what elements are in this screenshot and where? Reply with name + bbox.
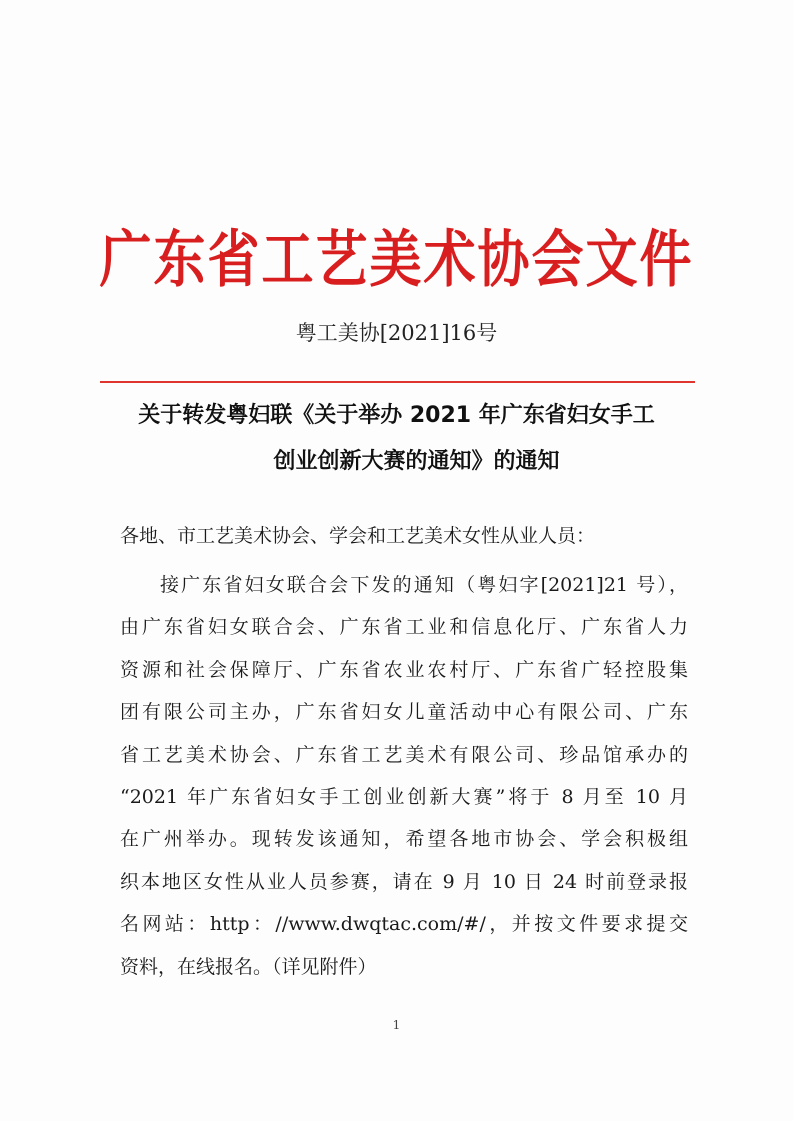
body-line: 在广州举办。现转发该通知，希望各地市协会、学会积极组 <box>120 828 688 851</box>
document-number: 粤工美协[2021]16号 <box>295 321 498 345</box>
body-line: 名网站：http：//www.dwqtac.com/#/，并按文件要求提交 <box>120 913 688 936</box>
body-line: 团有限公司主办，广东省妇女儿童活动中心有限公司、广东 <box>120 701 688 724</box>
body-line: 由广东省妇女联合会、广东省工业和信息化厅、广东省人力 <box>120 616 688 639</box>
body-paragraph <box>120 564 688 988</box>
page-number: 1 <box>392 1018 401 1032</box>
header-divider <box>100 381 695 383</box>
body-line: 织本地区女性从业人员参赛，请在 9 月 10 日 24 时前登录报 <box>120 870 688 893</box>
document-title <box>0 393 793 485</box>
issuing-organization-title: 广东省工艺美术协会文件 <box>99 223 694 296</box>
body-line: “2021 年广东省妇女手工创业创新大赛”将于 8 月至 10 月 <box>120 786 688 809</box>
body-line: 接广东省妇女联合会下发的通知（粤妇字[2021]21 号）， <box>160 574 688 596</box>
salutation: 各地、市工艺美术协会、学会和工艺美术女性从业人员： <box>120 525 596 547</box>
body-line: 资源和社会保障厅、广东省农业农村厅、广东省广轻控股集 <box>120 658 688 681</box>
document-title-line-2: 创业创新大赛的通知》的通知 <box>273 449 560 474</box>
document-title-line-1: 关于转发粤妇联《关于举办 2021 年广东省妇女手工 <box>138 403 655 428</box>
body-line: 资料，在线报名。（详见附件） <box>120 955 377 978</box>
body-line: 省工艺美术协会、广东省工艺美术有限公司、珍品馆承办的 <box>120 743 688 766</box>
